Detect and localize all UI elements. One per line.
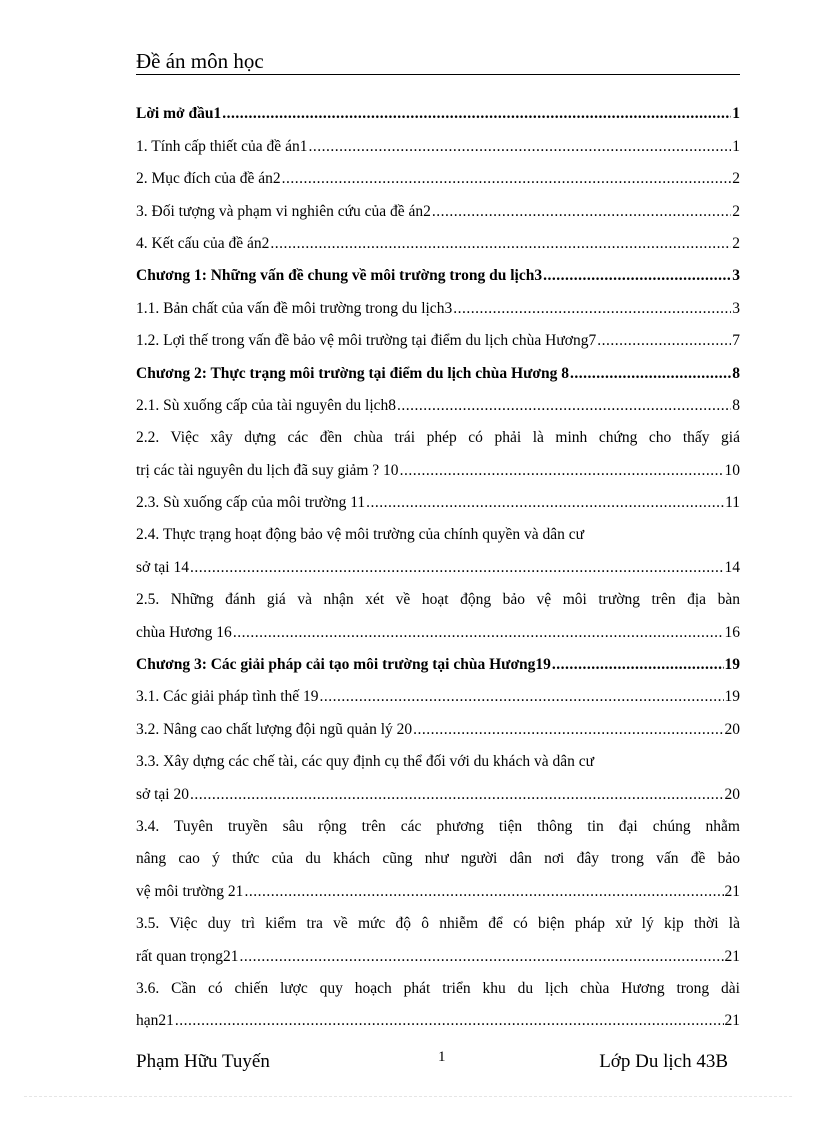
toc-dot-leader	[432, 201, 731, 223]
toc-dot-leader	[552, 654, 724, 676]
toc-entry[interactable]	[136, 579, 740, 611]
toc-entry-text: Lời mở đầu1	[136, 105, 222, 123]
toc-entry-text: 4. Kết cấu của đề án2	[136, 234, 270, 252]
toc-entry-text: sở tại 14	[136, 558, 189, 576]
toc-entry[interactable]	[136, 644, 740, 676]
toc-entry[interactable]	[136, 1000, 740, 1032]
toc-entry-text: 3.4. Tuyên truyền sâu rộng trên các phương tiện thông tin đại chúng nhằm	[136, 817, 740, 835]
toc-entry[interactable]	[136, 158, 740, 190]
toc-entry[interactable]	[136, 546, 740, 578]
toc-page-number: 21	[724, 1012, 740, 1030]
toc-entry[interactable]	[136, 838, 740, 870]
toc-entry-text: 2.1. Sù xuống cấp của tài nguyên du lịch8	[136, 396, 397, 414]
toc-dot-leader	[320, 686, 724, 708]
toc-dot-leader	[233, 622, 724, 644]
toc-entry-text: Chương 2: Thực trạng môi trường tại điểm du lịch chùa Hương 8	[136, 364, 569, 382]
footer-class-name: Lớp Du lịch 43B	[599, 1051, 728, 1072]
toc-entry[interactable]	[136, 385, 740, 417]
toc-dot-leader	[413, 719, 723, 741]
toc-entry-text: 3.1. Các giải pháp tình thế 19	[136, 688, 319, 706]
toc-page-number: 1	[732, 137, 740, 155]
page-header-title: Đề án môn học	[136, 48, 740, 75]
toc-page-number: 2	[732, 202, 740, 220]
toc-dot-leader	[239, 946, 723, 968]
toc-page-number: 20	[724, 720, 740, 738]
toc-entry-text: 3.3. Xây dựng các chế tài, các quy định cụ thể đối với du khách và dân cư	[136, 753, 594, 771]
toc-entry-text: 3.6. Cần có chiến lược quy hoạch phát triển khu du lịch chùa Hương trong dài	[136, 979, 740, 997]
toc-entry[interactable]	[136, 773, 740, 805]
toc-entry-text: 2.5. Những đánh giá và nhận xét về hoạt động bảo vệ môi trường trên địa bàn	[136, 591, 740, 609]
toc-page-number: 7	[732, 332, 740, 350]
toc-dot-leader	[366, 492, 724, 514]
toc-entry-text: rất quan trọng21	[136, 947, 239, 965]
toc-entry-text: 2.3. Sù xuống cấp của môi trường 11	[136, 494, 366, 512]
toc-entry-text: Chương 1: Những vấn đề chung về môi trường trong du lịch3	[136, 267, 543, 285]
toc-entry-text: 2.4. Thực trạng hoạt động bảo vệ môi trường của chính quyền và dân cư	[136, 526, 585, 544]
footer-page-number: 1	[438, 1049, 446, 1065]
toc-page-number: 19	[724, 656, 740, 674]
toc-entry-text: 3.5. Việc duy trì kiểm tra về mức độ ô nhiễm để có biện pháp xử lý kịp thời là	[136, 915, 740, 933]
toc-dot-leader	[543, 265, 731, 287]
toc-page-number: 10	[724, 461, 740, 479]
toc-entry[interactable]	[136, 93, 740, 125]
toc-dot-leader	[222, 103, 731, 125]
toc-page-number: 1	[732, 105, 740, 123]
toc-entry-text: Chương 3: Các giải pháp cải tạo môi trường tại chùa Hương19	[136, 656, 551, 674]
toc-page-number: 16	[724, 623, 740, 641]
toc-entry[interactable]	[136, 514, 740, 546]
toc-page-number: 21	[724, 882, 740, 900]
toc-page-number: 8	[732, 396, 740, 414]
toc-entry-text: 1. Tính cấp thiết của đề án1	[136, 137, 308, 155]
toc-entry-text: 3. Đối tượng và phạm vi nghiên cứu của đề án2	[136, 202, 431, 220]
toc-dot-leader	[597, 330, 731, 352]
table-of-contents	[136, 93, 740, 1032]
toc-entry[interactable]	[136, 352, 740, 384]
toc-entry[interactable]	[136, 968, 740, 1000]
toc-entry[interactable]	[136, 223, 740, 255]
toc-entry[interactable]	[136, 449, 740, 481]
toc-entry[interactable]	[136, 806, 740, 838]
toc-dot-leader	[244, 881, 723, 903]
toc-entry[interactable]	[136, 190, 740, 222]
toc-entry[interactable]	[136, 320, 740, 352]
toc-entry[interactable]	[136, 741, 740, 773]
toc-entry-text: chùa Hương 16	[136, 623, 232, 641]
toc-page-number: 14	[724, 558, 740, 576]
toc-page-number: 20	[724, 785, 740, 803]
toc-entry-text: 2. Mục đích của đề án2	[136, 170, 281, 188]
toc-page-number: 21	[724, 947, 740, 965]
toc-dot-leader	[190, 784, 724, 806]
page-bottom-rule	[24, 1096, 792, 1097]
toc-entry-text: hạn21	[136, 1012, 174, 1030]
toc-dot-leader	[400, 460, 724, 482]
toc-dot-leader	[190, 557, 724, 579]
toc-entry-text: 2.2. Việc xây dựng các đền chùa trái phép có phải là minh chứng cho thấy giá	[136, 429, 740, 447]
toc-page-number: 2	[732, 170, 740, 188]
toc-entry[interactable]	[136, 870, 740, 902]
toc-page-number: 8	[732, 364, 740, 382]
toc-entry-text: 1.1. Bản chất của vấn đề môi trường trong du lịch3	[136, 299, 453, 317]
toc-dot-leader	[453, 298, 731, 320]
toc-entry[interactable]	[136, 676, 740, 708]
toc-entry-text: sở tại 20	[136, 785, 189, 803]
toc-page-number: 11	[725, 494, 740, 512]
toc-entry[interactable]	[136, 903, 740, 935]
toc-dot-leader	[270, 233, 731, 255]
toc-entry[interactable]	[136, 125, 740, 157]
toc-dot-leader	[282, 168, 732, 190]
toc-page-number: 3	[732, 299, 740, 317]
page-footer	[136, 1051, 728, 1077]
toc-entry-text: trị các tài nguyên du lịch đã suy giảm ? 10	[136, 461, 399, 479]
toc-page-number: 19	[724, 688, 740, 706]
toc-entry[interactable]	[136, 611, 740, 643]
toc-entry[interactable]	[136, 708, 740, 740]
toc-entry[interactable]	[136, 287, 740, 319]
toc-page-number: 2	[732, 234, 740, 252]
toc-entry[interactable]	[136, 935, 740, 967]
toc-entry-text: 3.2. Nâng cao chất lượng đội ngũ quản lý 20	[136, 720, 413, 738]
toc-entry-text: 1.2. Lợi thế trong vấn đề bảo vệ môi trường tại điểm du lịch chùa Hương7	[136, 332, 597, 350]
toc-dot-leader	[175, 1010, 724, 1032]
toc-entry-text: nâng cao ý thức của du khách cũng như người dân nơi đây trong vấn đề bảo	[136, 850, 740, 868]
toc-entry-text: vệ môi trường 21	[136, 882, 244, 900]
toc-entry[interactable]	[136, 482, 740, 514]
toc-entry[interactable]	[136, 255, 740, 287]
toc-dot-leader	[308, 136, 731, 158]
toc-dot-leader	[397, 395, 731, 417]
footer-author: Phạm Hữu Tuyến	[136, 1051, 270, 1072]
toc-page-number: 3	[732, 267, 740, 285]
toc-dot-leader	[570, 363, 731, 385]
toc-entry[interactable]	[136, 417, 740, 449]
